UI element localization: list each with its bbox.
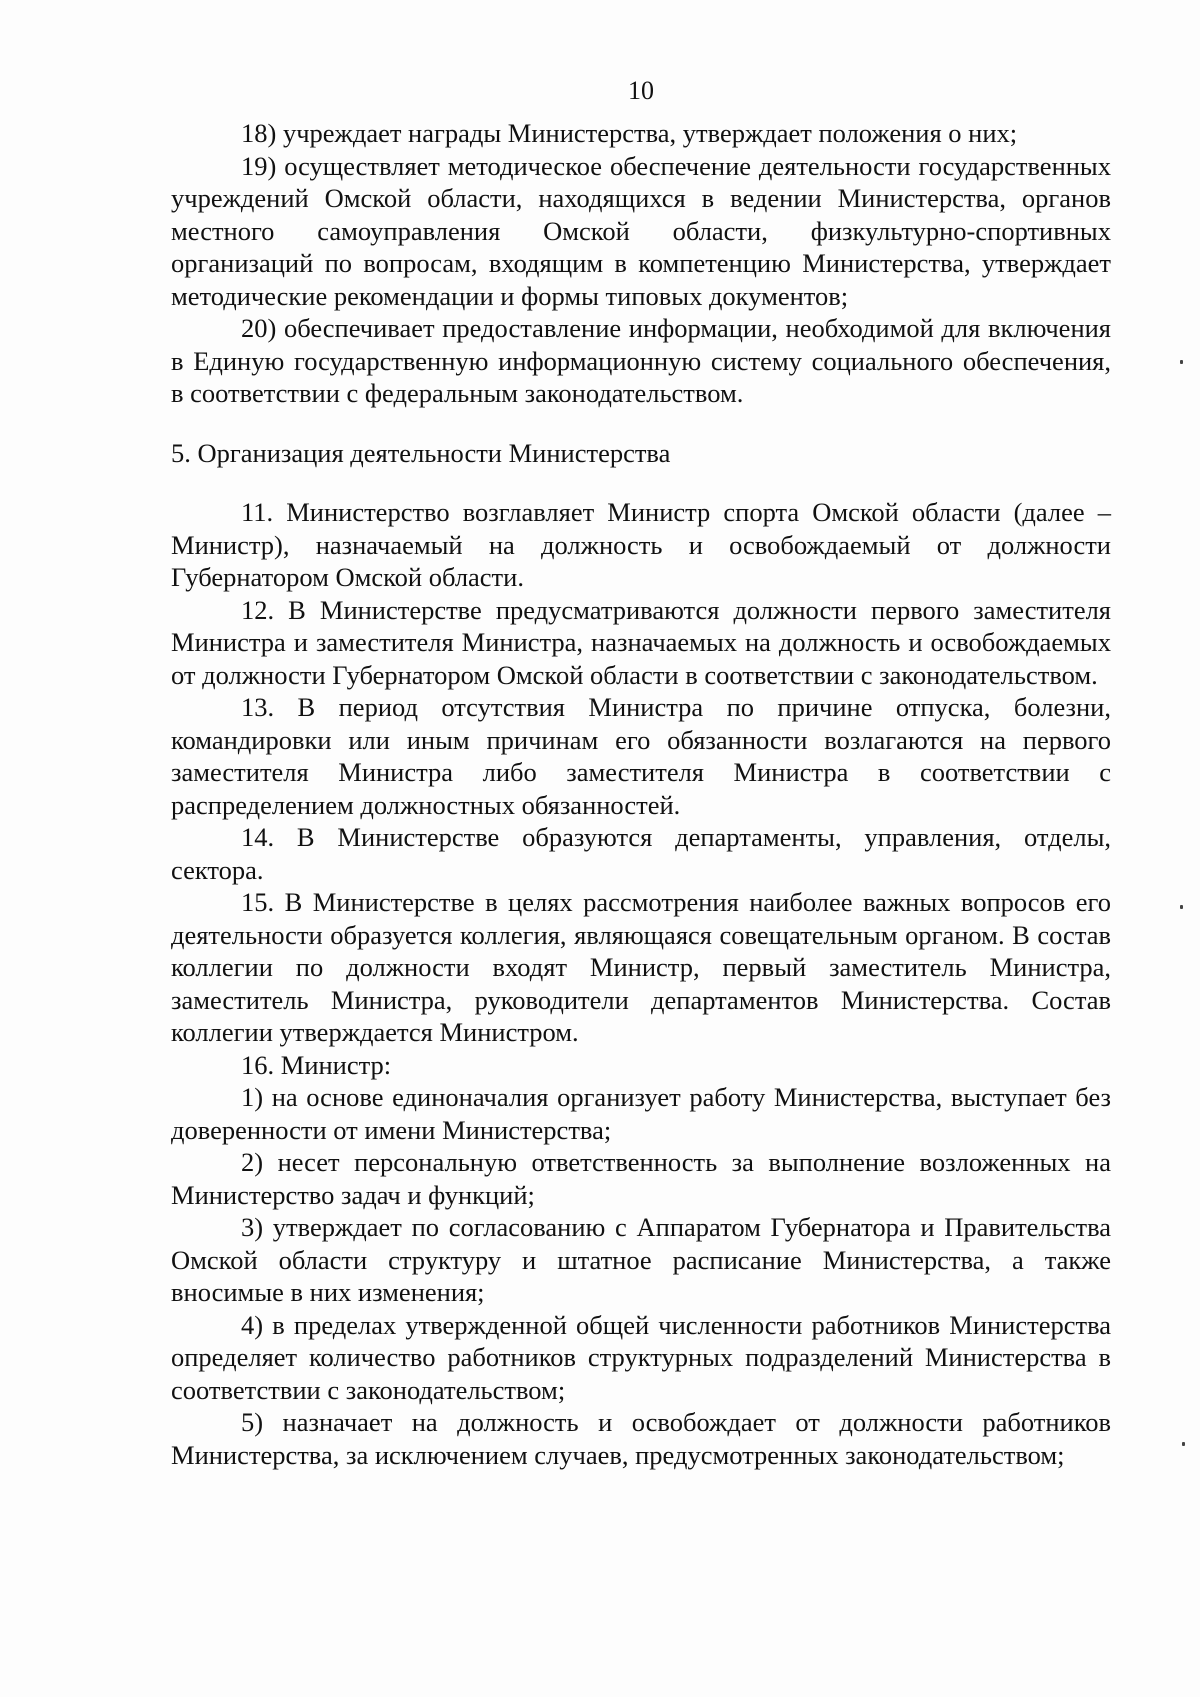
document-body: [171, 117, 1111, 1471]
paragraph-clause-15: 15. В Министерстве в целях рассмотрения наиболее важных вопросов его деятельности образуется коллегия, являющаяся совещательным органом. В состав коллегии по должности входят Министр, первый заместитель Министра, заместитель Министра, руководители департаментов Министерства. Состав коллегии утверждается Министром.: [171, 887, 1111, 1047]
paragraph-clause-13: 13. В период отсутствия Министра по причине отпуска, болезни, командировки или иным причинам его обязанности возлагаются на первого заместителя Министра либо заместителя Министра в соответствии с распределением должностных обязанностей.: [171, 692, 1111, 820]
paragraph-item-20: 20) обеспечивает предоставление информации, необходимой для включения в Единую государственную информационную систему социального обеспечения, в соответствии с федеральным законодательством.: [171, 313, 1111, 408]
paragraph-clause-14: 14. В Министерстве образуются департаменты, управления, отделы, сектора.: [171, 822, 1111, 885]
scan-speck: [1180, 360, 1183, 364]
paragraph-subitem-4: 4) в пределах утвержденной общей численности работников Министерства определяет количество работников структурных подразделений Министерства в соответствии с законодательством;: [171, 1309, 1111, 1405]
scan-speck: [1180, 905, 1183, 909]
scan-speck: [1182, 1442, 1185, 1446]
page-number: 10: [628, 76, 654, 105]
paragraph-subitem-1: 1) на основе единоначалия организует работу Министерства, выступает без доверенности от имени Министерства;: [171, 1082, 1111, 1145]
paragraph-subitem-5: 5) назначает на должность и освобождает от должности работников Министерства, за исключением случаев, предусмотренных законодательством;: [171, 1407, 1111, 1470]
paragraph-clause-16: 16. Министр:: [241, 1049, 392, 1080]
paragraph-subitem-2: 2) несет персональную ответственность за выполнение возложенных на Министерство задач и функций;: [171, 1147, 1111, 1210]
section-heading: 5. Организация деятельности Министерства: [171, 437, 671, 468]
paragraph-subitem-3: 3) утверждает по согласованию с Аппаратом Губернатора и Правительства Омской области структуру и штатное расписание Министерства, а также вносимые в них изменения;: [171, 1212, 1111, 1307]
paragraph-item-19: 19) осуществляет методическое обеспечение деятельности государственных учреждений Омской области, находящихся в ведении Министерства, органов местного самоуправления Омской области, физкультурно-спортивных организаций по вопросам, входящим в компетенцию Министерства, утверждает методические рекомендации и формы типовых документов;: [171, 150, 1111, 311]
paragraph-clause-11: 11. Министерство возглавляет Министр спорта Омской области (далее – Министр), назначаемый на должность и освобождаемый от должности Губернатором Омской области.: [171, 497, 1111, 592]
paragraph-item-18: 18) учреждает награды Министерства, утверждает положения о них;: [241, 118, 1018, 148]
paragraph-clause-12: 12. В Министерстве предусматриваются должности первого заместителя Министра и заместителя Министра, назначаемых на должность и освобождаемых от должности Губернатором Омской области в соответствии с законодательством.: [171, 594, 1111, 690]
